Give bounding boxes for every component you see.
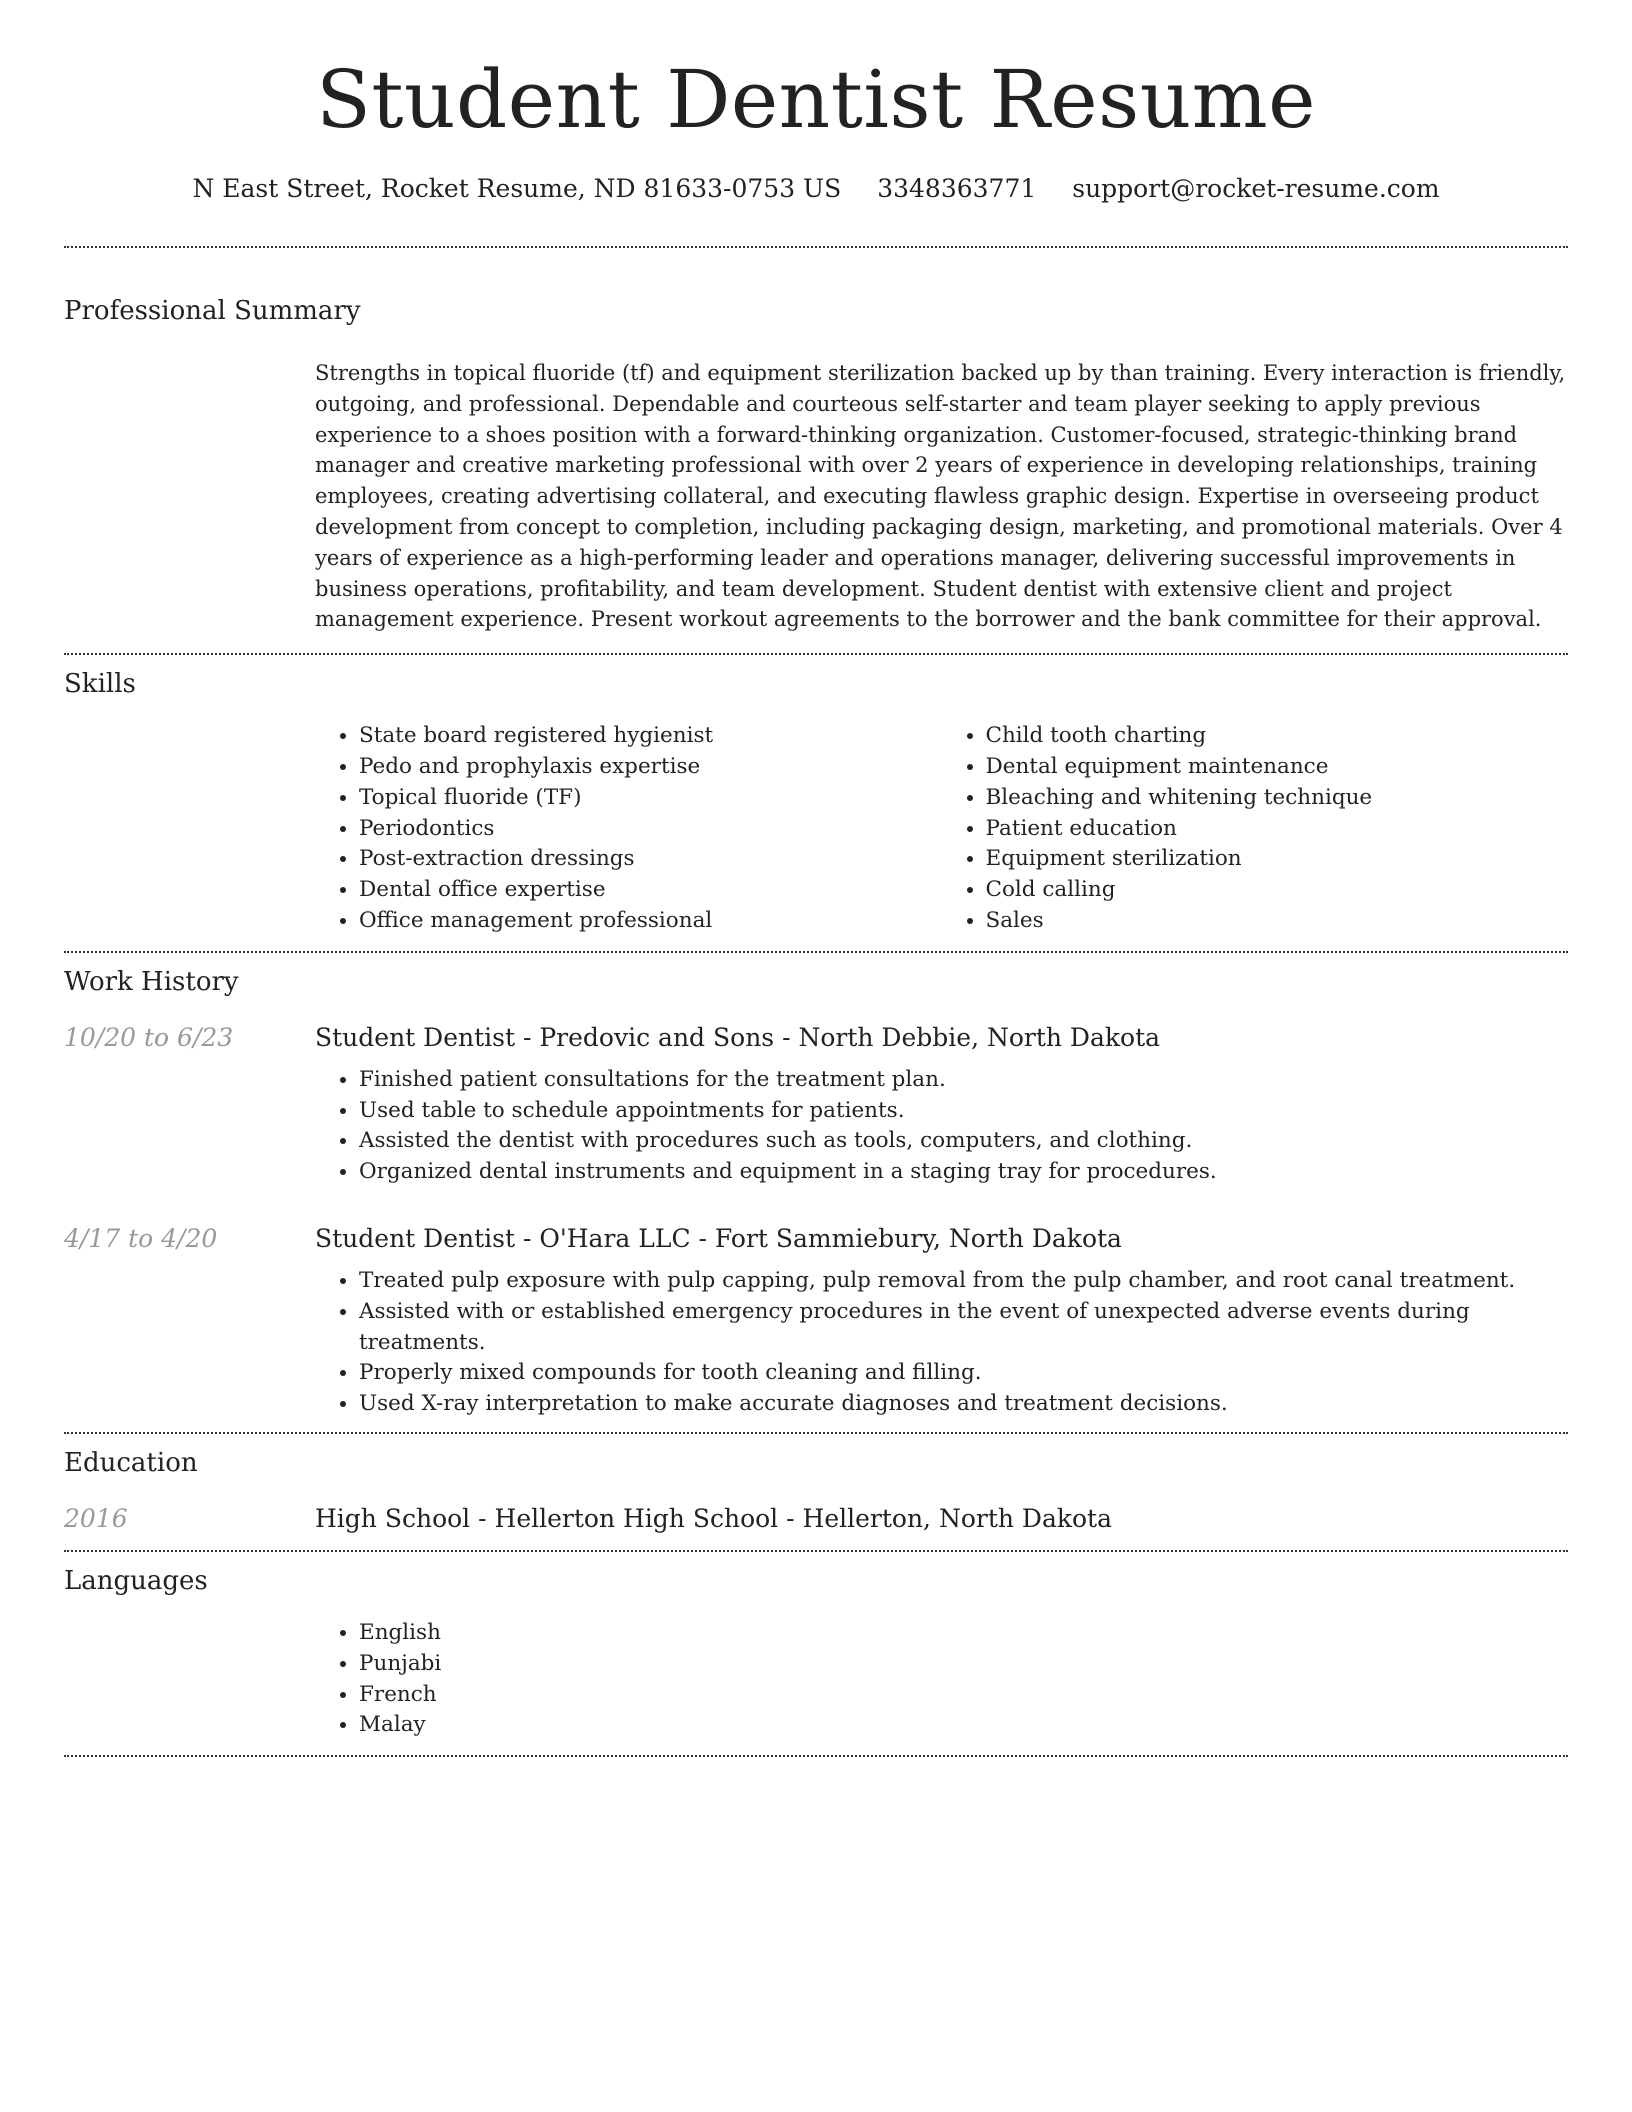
skills-list-left bbox=[315, 721, 942, 937]
job-title: Student Dentist - Predovic and Sons - North Debbie, North Dakota bbox=[315, 1022, 1161, 1052]
contact-phone: 3348363771 bbox=[877, 174, 1037, 203]
skill-item: • Dental office expertise bbox=[359, 875, 942, 906]
contact-line bbox=[64, 170, 1568, 208]
skill-item: • Post-extraction dressings bbox=[359, 844, 942, 875]
summary-heading: Professional Summary bbox=[64, 296, 361, 326]
job-bullet: • Assisted with or established emergency procedures in the event of unexpected adverse events during treatments. bbox=[359, 1297, 1568, 1359]
skill-item: • Pedo and prophylaxis expertise bbox=[359, 752, 942, 783]
job-bullet: • Assisted the dentist with procedures such as tools, computers, and clothing. bbox=[359, 1126, 1568, 1157]
education-entry bbox=[64, 1502, 1568, 1536]
education-heading: Education bbox=[64, 1447, 198, 1478]
skill-item: • Child tooth charting bbox=[986, 721, 1569, 752]
resume-page bbox=[64, 0, 1568, 1757]
work-section bbox=[64, 953, 1568, 1432]
contact-email: support@rocket-resume.com bbox=[1072, 174, 1440, 203]
work-heading: Work History bbox=[64, 966, 239, 997]
language-item: • Punjabi bbox=[359, 1649, 1568, 1680]
education-title: High School - Hellerton High School - Hellerton, North Dakota bbox=[315, 1503, 1113, 1533]
skill-item: • Cold calling bbox=[986, 875, 1569, 906]
skill-item: • Periodontics bbox=[359, 814, 942, 845]
languages-list bbox=[315, 1618, 1568, 1741]
skill-item: • Topical fluoride (TF) bbox=[359, 783, 942, 814]
languages-section bbox=[64, 1552, 1568, 1755]
contact-address: N East Street, Rocket Resume, ND 81633-0753 US bbox=[192, 174, 842, 203]
skill-item: • Patient education bbox=[986, 814, 1569, 845]
job-dates: 4/17 to 4/20 bbox=[64, 1223, 218, 1253]
job-entry bbox=[64, 1021, 1568, 1188]
job-bullet: • Used X-ray interpretation to make accurate diagnoses and treatment decisions. bbox=[359, 1389, 1568, 1420]
page-title: Student Dentist Resume bbox=[316, 53, 1316, 146]
skills-list-right bbox=[942, 721, 1569, 937]
skill-item: • Bleaching and whitening technique bbox=[986, 783, 1569, 814]
language-item: • Malay bbox=[359, 1710, 1568, 1741]
skills-columns bbox=[315, 721, 1568, 937]
job-bullet: • Properly mixed compounds for tooth cleaning and filling. bbox=[359, 1358, 1568, 1389]
education-date: 2016 bbox=[64, 1503, 128, 1533]
skill-item: • Sales bbox=[986, 906, 1569, 937]
language-item: • French bbox=[359, 1680, 1568, 1711]
skill-item: • Dental equipment maintenance bbox=[986, 752, 1569, 783]
summary-section bbox=[64, 248, 1568, 653]
skills-heading: Skills bbox=[64, 669, 136, 700]
skill-item: • State board registered hygienist bbox=[359, 721, 942, 752]
language-item: • English bbox=[359, 1618, 1568, 1649]
job-entry bbox=[64, 1222, 1568, 1420]
job-bullet: • Organized dental instruments and equipment in a staging tray for procedures. bbox=[359, 1157, 1568, 1188]
summary-text: Strengths in topical fluoride (tf) and equipment sterilization backed up by than training. Every interaction is friendly, outgoing, and professional. Dependable and courteous self-starter and team player seeking to apply previous experience to a shoes position with a forward-thinking organization. Customer-focused, strategic-thinking brand manager and creative marketing professional with over 2 years of experience in developing relationships, training employees, creating advertising collateral, and executing flawless graphic design. Expertise in overseeing product development from concept to completion, including packaging design, marketing, and promotional materials. Over 4 years of experience as a high-performing leader and operations manager, delivering successful improvements in business operations, profitability, and team development. Student dentist with extensive client and project management experience. Present workout agreements to the borrower and the bank committee for their approval. bbox=[315, 361, 1566, 632]
skill-item: • Office management professional bbox=[359, 906, 942, 937]
languages-body bbox=[315, 1618, 1568, 1741]
job-body bbox=[315, 1222, 1568, 1420]
job-body bbox=[315, 1021, 1568, 1188]
job-dates: 10/20 to 6/23 bbox=[64, 1022, 234, 1052]
skill-item: • Equipment sterilization bbox=[986, 844, 1569, 875]
languages-heading: Languages bbox=[64, 1565, 208, 1596]
job-bullets bbox=[315, 1266, 1568, 1420]
job-bullet: • Used table to schedule appointments for patients. bbox=[359, 1096, 1568, 1127]
education-section bbox=[64, 1434, 1568, 1550]
skills-section bbox=[64, 655, 1568, 951]
job-title: Student Dentist - O'Hara LLC - Fort Sammiebury, North Dakota bbox=[315, 1223, 1122, 1253]
job-bullets bbox=[315, 1065, 1568, 1188]
job-bullet: • Finished patient consultations for the treatment plan. bbox=[359, 1065, 1568, 1096]
job-bullet: • Treated pulp exposure with pulp capping, pulp removal from the pulp chamber, and root canal treatment. bbox=[359, 1266, 1568, 1297]
divider bbox=[64, 1755, 1568, 1757]
